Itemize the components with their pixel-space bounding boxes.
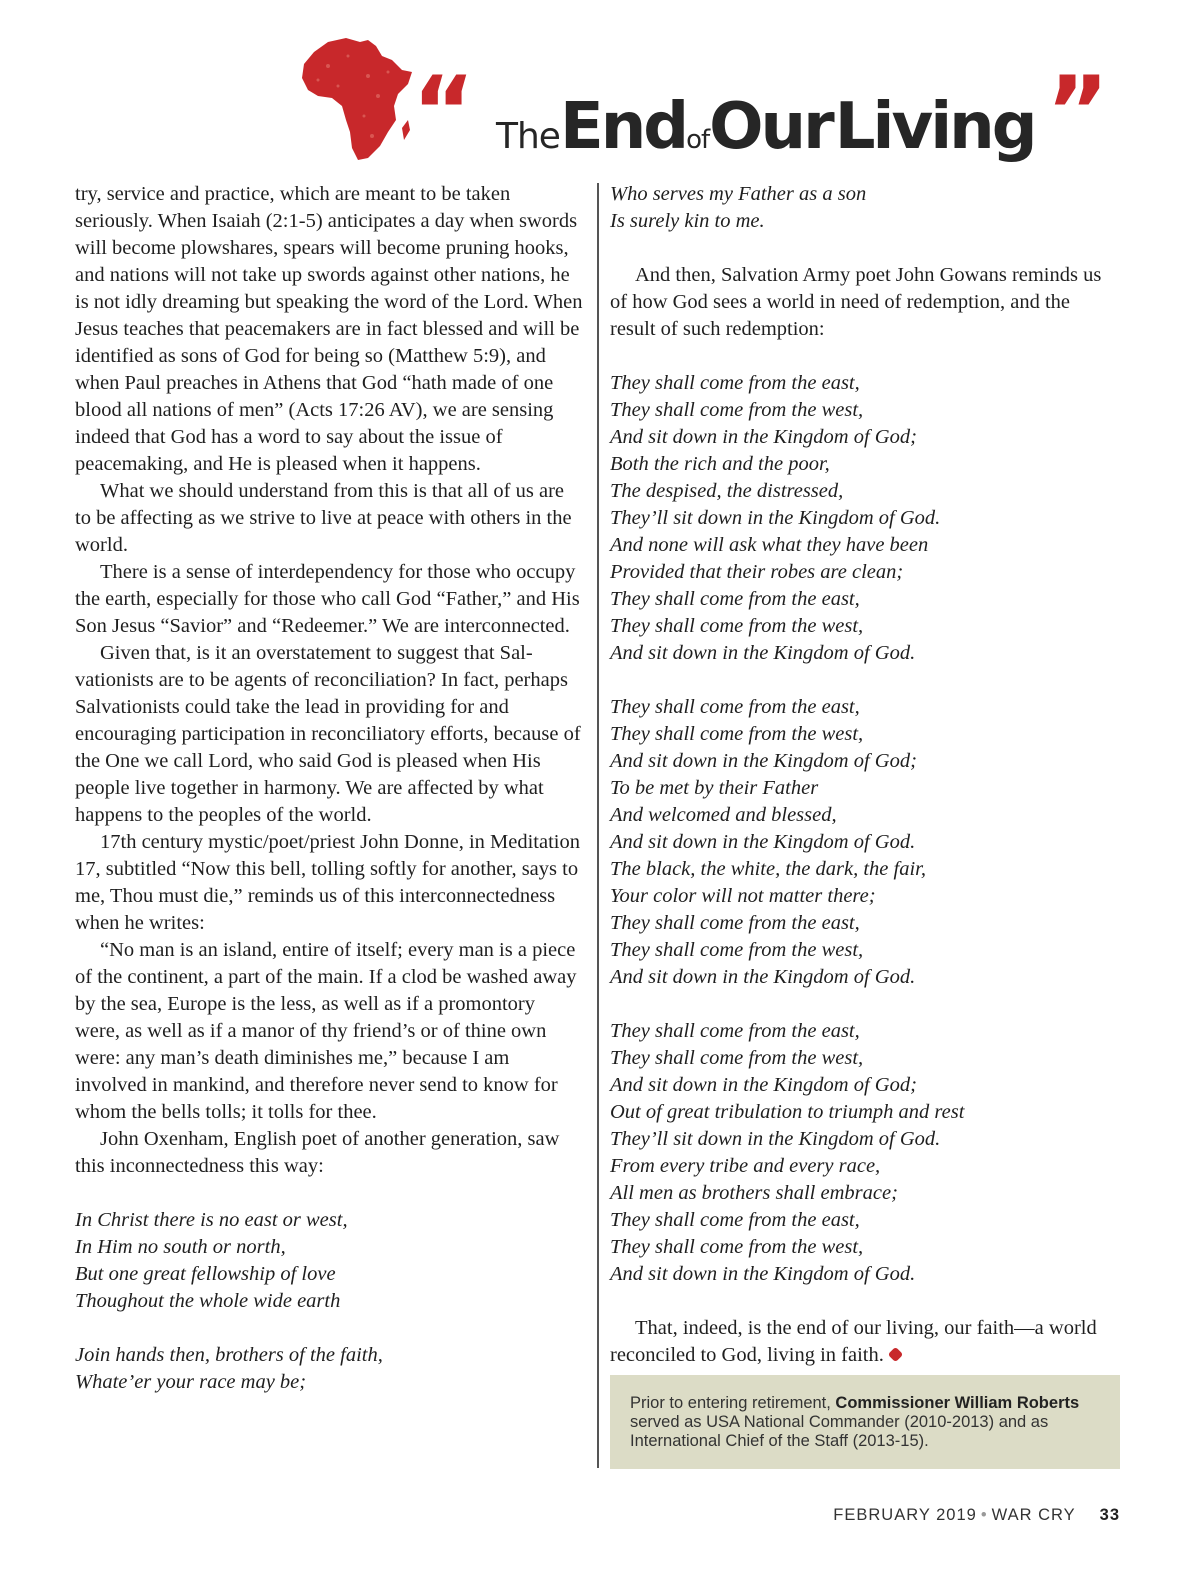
poem-line: In Christ there is no east or west,: [75, 1209, 348, 1231]
title-word-end: End: [559, 90, 687, 164]
left-column: [75, 181, 585, 1396]
poem-stanza: [75, 1342, 585, 1396]
poem-line: And sit down in the Kingdom of God;: [610, 426, 917, 448]
article-header: [290, 30, 1130, 170]
poem-line: Is surely kin to me.: [610, 210, 765, 232]
body-paragraph: John Oxenham, English poet of another generation, saw this inconnectedness this way:: [75, 1128, 560, 1177]
bio-author-name: Commissioner William Roberts: [835, 1394, 1080, 1412]
poem-line: Thoughout the whole wide earth: [75, 1290, 341, 1312]
poem-line: The despised, the distressed,: [610, 480, 844, 502]
footer-date: FEBRUARY 2019: [833, 1506, 977, 1524]
bio-suffix: served as USA National Commander (2010-2013) and as International Chief of the Staff (2013-15).: [630, 1413, 1049, 1450]
poem-line: And welcomed and blessed,: [610, 804, 837, 826]
page-footer: [833, 1506, 1120, 1525]
poem-stanza: [610, 181, 1120, 235]
poem-line: Provided that their robes are clean;: [610, 561, 904, 583]
poem-line: They shall come from the west,: [610, 615, 864, 637]
poem-line: But one great fellowship of love: [75, 1263, 336, 1285]
page-number: 33: [1099, 1506, 1120, 1524]
poem-line: And sit down in the Kingdom of God;: [610, 750, 917, 772]
title-word-our: Our: [709, 90, 832, 164]
poem-line: And sit down in the Kingdom of God.: [610, 831, 916, 853]
footer-separator: •: [980, 1506, 988, 1524]
poem-line: From every tribe and every race,: [610, 1155, 881, 1177]
poem-line: They’ll sit down in the Kingdom of God.: [610, 507, 941, 529]
poem-line: To be met by their Father: [610, 777, 819, 799]
right-column: [610, 181, 1120, 1369]
poem-line: The black, the white, the dark, the fair,: [610, 858, 926, 880]
poem-line: They shall come from the west,: [610, 939, 864, 961]
footer-publication: WAR CRY: [991, 1506, 1076, 1524]
poem-line: They shall come from the east,: [610, 912, 860, 934]
body-paragraph: There is a sense of interdependency for those who occupy the earth, especially for those who call God “Father,” and His Son Jesus “Savior” and “Redeemer.” We are interconnected.: [75, 561, 580, 637]
body-paragraph: And then, Salvation Army poet John Gowans reminds us of how God sees a world in need of redemption, and the result of such redemption:: [610, 264, 1102, 340]
poem-line: Your color will not matter there;: [610, 885, 876, 907]
poem-line: And sit down in the Kingdom of God.: [610, 1263, 916, 1285]
hymn-verse: [610, 694, 1120, 991]
poem-line: They shall come from the east,: [610, 588, 860, 610]
poem-line: They shall come from the west,: [610, 1236, 864, 1258]
poem-line: In Him no south or north,: [75, 1236, 286, 1258]
bio-prefix: Prior to entering retirement,: [630, 1394, 836, 1412]
poem-line: All men as brothers shall embrace;: [610, 1182, 898, 1204]
poem-line: Who serves my Father as a son: [610, 183, 867, 205]
hymn-verse: [610, 1018, 1120, 1288]
open-quote-mark: “: [412, 56, 462, 168]
body-paragraph: 17th century mystic/poet/priest John Donne, in Meditation 17, subtitled “Now this bell, tolling softly for another, says to me, Thou must die,” reminds us of this interconnectedness when he writes:: [75, 831, 580, 934]
poem-line: They shall come from the east,: [610, 1209, 860, 1231]
author-bio-box: [610, 1375, 1120, 1469]
poem-line: They shall come from the east,: [610, 1020, 860, 1042]
poem-line: Join hands then, brothers of the faith,: [75, 1344, 383, 1366]
poem-line: They’ll sit down in the Kingdom of God.: [610, 1128, 941, 1150]
close-quote-mark: ”: [1046, 56, 1096, 168]
poem-line: Both the rich and the poor,: [610, 453, 830, 475]
article-title: [496, 90, 1035, 164]
poem-line: They shall come from the east,: [610, 696, 860, 718]
poem-line: And sit down in the Kingdom of God;: [610, 1074, 917, 1096]
poem-line: And sit down in the Kingdom of God.: [610, 966, 916, 988]
poem-line: They shall come from the west,: [610, 1047, 864, 1069]
body-paragraph: “No man is an island, entire of itself; every man is a piece of the continent, a part of the main. If a clod be washed away by the sea, Europe is the less, as well as if a promontory were, as well as if a manor of thy friend’s or of thine own were: any man’s death diminishes me,” because I am involved in mankind, and therefore never send to know for whom the bells tolls; it tolls for thee.: [75, 939, 577, 1123]
poem-line: They shall come from the west,: [610, 723, 864, 745]
poem-line: They shall come from the west,: [610, 399, 864, 421]
poem-line: Whate’er your race may be;: [75, 1371, 307, 1393]
title-word-living: Living: [834, 90, 1035, 164]
body-paragraph: Given that, is it an overstatement to suggest that Salvationists are to be agents of reconciliation? In fact, perhaps Salvationists could take the lead in providing for and encouraging participation in reconciliatory efforts, because of the One we call Lord, who said God is pleased when His people live together in harmony. We are affected by what happens to the peoples of the world.: [75, 642, 581, 826]
column-divider: [597, 183, 599, 1468]
poem-line: And none will ask what they have been: [610, 534, 929, 556]
hymn-verse: [610, 370, 1120, 667]
poem-stanza: [75, 1207, 585, 1315]
closing-paragraph: [610, 1315, 1120, 1369]
africa-map-icon: [298, 36, 416, 162]
body-paragraph: What we should understand from this is that all of us are to be affecting as we strive to live at peace with others in the world.: [75, 480, 572, 556]
poem-line: They shall come from the east,: [610, 372, 860, 394]
body-paragraph: try, service and practice, which are meant to be taken seriously. When Isaiah (2:1-5) anticipates a day when swords will become plowshares, spears will become pruning hooks, and nations will not take up swords against other nations, he is not idly dreaming but speaking the word of the Lord. When Jesus teaches that peacemakers are in fact blessed and will be identified as sons of God for being so (Matthew 5:9), and when Paul preaches in Athens that God “hath made of one blood all nations of men” (Acts 17:26 AV), we are sensing indeed that God has a word to say about the issue of peacemaking, and He is pleased when it happens.: [75, 183, 583, 475]
poem-line: Out of great tribulation to triumph and rest: [610, 1101, 965, 1123]
title-word-of: of: [686, 125, 710, 155]
title-word-the: The: [496, 116, 560, 157]
end-mark-icon: [888, 1347, 904, 1363]
closing-text: That, indeed, is the end of our living, our faith—a world reconciled to God, living in faith.: [610, 1317, 1097, 1366]
poem-line: And sit down in the Kingdom of God.: [610, 642, 916, 664]
